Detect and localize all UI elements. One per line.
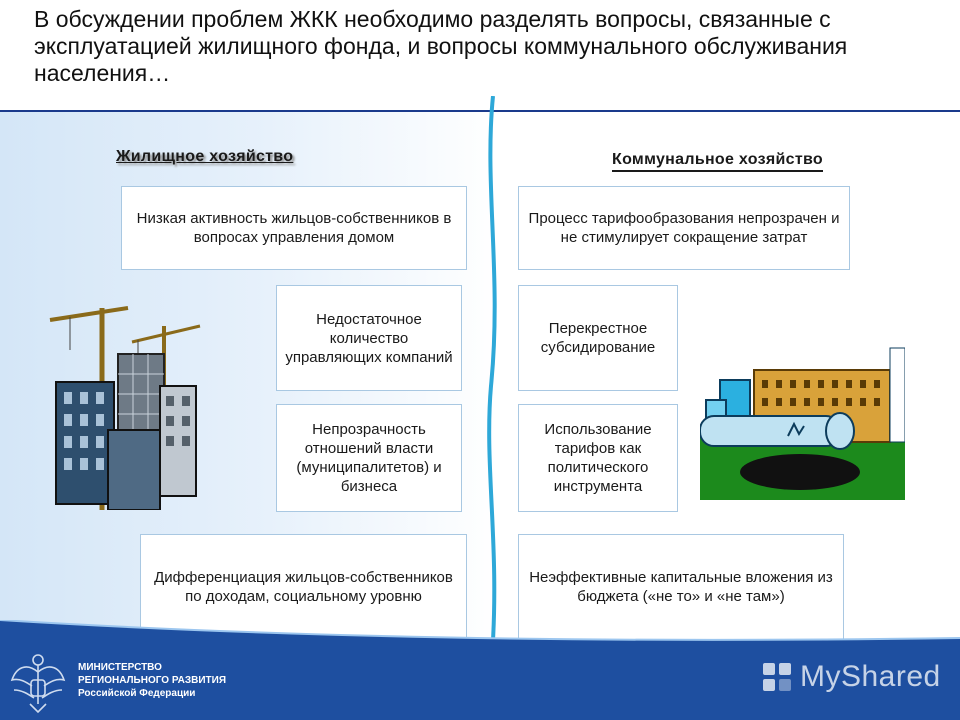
utilities-column-title: Коммунальное хозяйство <box>612 151 823 172</box>
housing-issue-box: Непрозрачность отношений власти (муниципалитетов) и бизнеса <box>276 404 462 512</box>
watermark-text: MyShared <box>800 660 941 693</box>
ministry-label <box>78 661 226 700</box>
utilities-issue-box: Перекрестное субсидирование <box>518 285 678 391</box>
wavy-divider <box>478 96 508 656</box>
housing-issue-box: Дифференциация жильцов-собственников по доходам, социальному уровню <box>140 534 467 640</box>
housing-issue-box: Низкая активность жильцов-собственников в вопросах управления домом <box>121 186 467 270</box>
construction-city-illustration <box>40 290 210 510</box>
ministry-line: Российской Федерации <box>78 688 196 699</box>
utilities-issue-box: Неэффективные капитальные вложения из бюджета («не то» и «не там») <box>518 534 844 640</box>
ministry-line: МИНИСТЕРСТВО <box>78 662 162 673</box>
utilities-issue-box: Процесс тарифообразования непрозрачен и не стимулирует сокращение затрат <box>518 186 850 270</box>
myshared-watermark <box>760 656 941 698</box>
housing-column-title: Жилищное хозяйство <box>116 148 294 165</box>
eagle-emblem-icon <box>8 650 68 714</box>
housing-issue-box: Недостаточное количество управляющих компаний <box>276 285 462 391</box>
utility-plant-illustration <box>700 340 905 500</box>
utilities-issue-box: Использование тарифов как политического инструмента <box>518 404 678 512</box>
slide-title: В обсуждении проблем ЖКК необходимо разделять вопросы, связанные с эксплуатацией жилищного фонда, и вопросы коммунального обслуживания населения… <box>34 6 848 86</box>
myshared-logo-icon <box>760 660 794 694</box>
ministry-line: РЕГИОНАЛЬНОГО РАЗВИТИЯ <box>78 675 227 686</box>
